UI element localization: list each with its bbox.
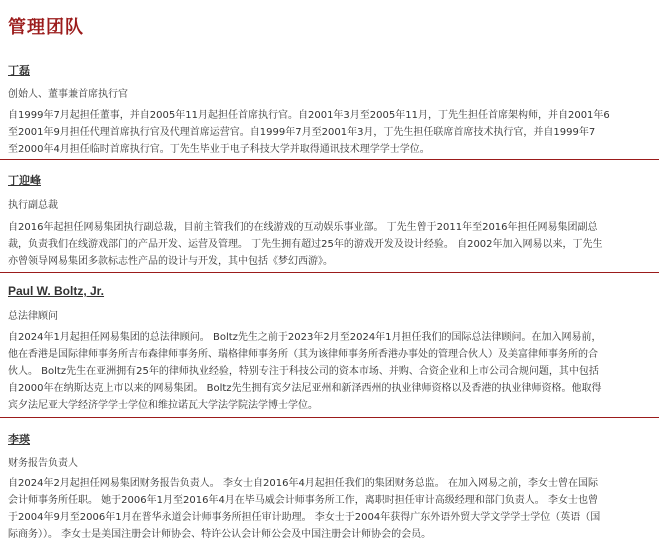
member-name: Paul W. Boltz, Jr. <box>8 284 105 298</box>
bio-line: 会计师事务所任职。 她于2006年1月至2016年4月在毕马威会计师事务所工作，离职时担任审计高级经理和部门负责人。 李女士也曾 <box>8 495 598 506</box>
bio-line: 自1999年7月起担任董事，并自2005年11月起担任首席执行官。自2001年3月至2005年11月，丁先生担任首席架构师，并自2001年6 <box>8 110 610 121</box>
member-bio <box>8 219 603 270</box>
member-role: 创始人、董事兼首席执行官 <box>8 89 128 100</box>
member-bio <box>8 329 602 414</box>
section-divider <box>0 417 659 418</box>
page-title: 管理团队 <box>8 17 84 38</box>
bio-line: 至2000年4月担任临时首席执行官。丁先生毕业于电子科技大学并取得通讯技术理学学士学位。 <box>8 144 430 155</box>
bio-line: 亦曾领导网易集团多款标志性产品的设计与开发，其中包括《梦幻西游》。 <box>8 256 333 267</box>
bio-line: 裁，负责我们在线游戏部门的产品开发、运营及管理。 丁先生拥有超过25年的游戏开发及设计经验。 自2002年加入网易以来，丁先生 <box>8 239 603 250</box>
bio-line: 自2000年在纳斯达克上市以来的网易集团。 Boltz先生拥有宾夕法尼亚州和新泽西州的执业律师资格以及香港的执业律师资格。他取得 <box>8 383 602 394</box>
member-name: 丁磊 <box>8 64 30 77</box>
bio-line: 他在香港是国际律师事务所吉布森律师事务所、瑞格律师事务所（其为该律师事务所香港办事处的管理合伙人）及美富律师事务所的合 <box>8 349 598 360</box>
member-role: 总法律顾问 <box>8 311 58 322</box>
member-name: 丁迎峰 <box>8 174 41 187</box>
bio-line: 自2016年起担任网易集团执行副总裁，目前主管我们的在线游戏的互动娱乐事业部。 丁先生曾于2011年至2016年担任网易集团副总 <box>8 222 598 233</box>
member-name: 李瑛 <box>8 433 30 446</box>
section-divider <box>0 159 659 160</box>
bio-line: 自2024年2月起担任网易集团财务报告负责人。 李女士自2016年4月起担任我们的集团财务总监。 在加入网易之前，李女士曾在国际 <box>8 478 598 489</box>
bio-line: 至2001年9月担任代理首席执行官及代理首席运营官。自1999年7月至2001年3月，丁先生担任联席首席技术执行官，并自1999年7 <box>8 127 596 138</box>
bio-line: 伙人。 Boltz先生在亚洲拥有25年的律师执业经验，特别专注于科技公司的资本市场、并购、合资企业和上市公司合规问题，其中包括 <box>8 366 599 377</box>
member-bio <box>8 475 600 543</box>
bio-line: 于2004年9月至2006年1月在普华永道会计师事务所担任审计助理。 李女士于2004年获得广东外语外贸大学文学学士学位（英语（国 <box>8 512 601 523</box>
member-role: 财务报告负责人 <box>8 458 78 469</box>
bio-line: 际商务））。 李女士是美国注册会计师协会、特许公认会计师公会及中国注册会计师协会的会员。 <box>8 529 432 540</box>
bio-line: 自2024年1月起担任网易集团的总法律顾问。 Boltz先生之前于2023年2月至2024年1月担任我们的国际总法律顾问。在加入网易前， <box>8 332 602 343</box>
section-divider <box>0 272 659 273</box>
member-role: 执行副总裁 <box>8 200 58 211</box>
member-bio <box>8 107 610 158</box>
bio-line: 宾夕法尼亚大学经济学学士学位和维拉诺瓦大学法学院法学博士学位。 <box>8 400 318 411</box>
